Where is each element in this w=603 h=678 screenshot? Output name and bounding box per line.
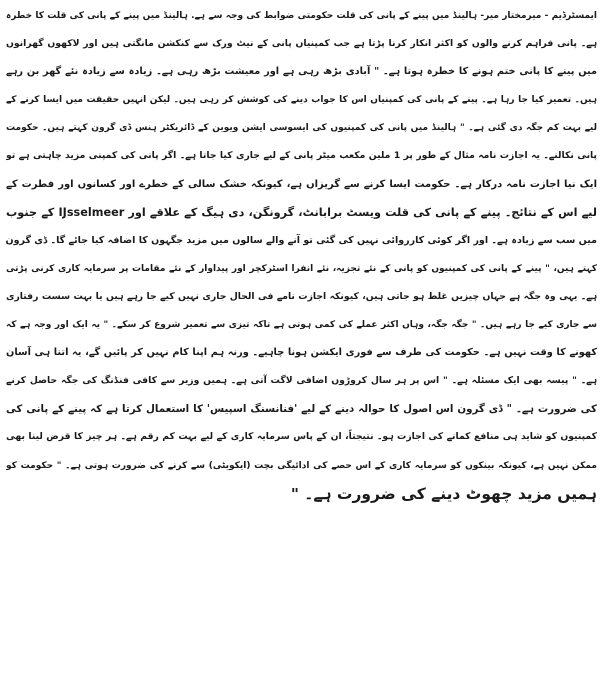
article-line-8: لیے اس کے نتائج۔ پینے کے پانی کی قلت ویسٹ برابانٹ، گرونگن، دی ہیگ کے علاقے اور IJsselmeer کے جنوب <box>6 205 597 219</box>
article-line-14: ہے۔ " پیسہ بھی ایک مسئلہ ہے۔ " اس پر ہر سال کروڑوں اضافی لاگت آتی ہے۔ ہمیں وزیر سے کافی فنڈنگ کی جگہ حاصل کرنے <box>6 375 597 387</box>
article-line-13: کھونے کا وقت نہیں ہے۔ حکومت کی طرف سے فوری ایکشن ہونا چاہیے۔ ورنہ ہم اپنا کام نہیں کر پائیں گے، یہ اتنا ہی آسان <box>6 347 597 359</box>
article-line-7: ایک نیا اجازت نامہ درکار ہے۔ حکومت ایسا کرنے سے گریزاں ہے، کیونکہ خشک سالی کے خطرے اور کسانوں اور فطرت کے <box>6 178 597 190</box>
article-line-11: ہے۔ یہی وہ جگہ ہے جہاں چیزیں غلط ہو جاتی ہیں، کیونکہ اجازت نامے فی الحال جاری نہیں کیے جا رہے ہیں یا بہت سست رفتاری <box>6 290 597 302</box>
article-line-6: پانی نکالنے۔ یہ اجازت نامہ مثال کے طور پر 1 ملین مکعب میٹر پانی کے لیے جاری کیا جاتا ہے۔ اگر پانی کی کمپنی مزید چاہتی ہے تو <box>6 150 597 162</box>
article-line-17: ممکن نہیں ہے، کیونکہ بینکوں کو سرمایہ کاری کے اس حصے کی ادائیگی بچت (ایکویٹی) سے کرنے کی ضرورت ہوتی ہے۔ " حکومت کو <box>6 460 597 471</box>
article-body <box>6 2 597 676</box>
article-line-2: ہے۔ پانی فراہم کرنے والوں کو اکثر انکار کرنا پڑتا ہے جب کمپنیاں پانی کے نیٹ ورک سے کنکشن مانگتی ہیں اور لاکھوں گھرانوں <box>6 38 597 50</box>
article-line-4: ہیں۔ تعمیر کیا جا رہا ہے۔ پینے کے پانی کی کمپنیاں اس کا جواب دینے کی کوشش کر رہی ہیں۔ لیکن انہیں حقیقت میں ایسا کرنے کے <box>6 95 597 106</box>
article-line-9: میں سب سے زیادہ ہے۔ اور اگر کوئی کارروائی نہیں کی گئی تو آنے والے سالوں میں مزید جگہوں کا اضافہ کیا جائے گا۔ ڈی گرون <box>6 234 597 246</box>
article-line-3: میں پینے کا پانی ختم ہونے کا خطرہ ہوتا ہے۔ " آبادی بڑھ رہی ہے اور معیشت بڑھ رہی ہے۔ زیادہ سے زیادہ نئے گھر بن رہے <box>6 66 597 78</box>
article-line-15: کی ضرورت ہے۔ " ڈی گرون اس اصول کا حوالہ دینے کے لیے 'فنانسنگ اسپیس' کا استعمال کرتا ہے کہ پینے کے پانی کی <box>6 403 597 416</box>
article-line-12: سے جاری کیے جا رہے ہیں۔ " جگہ جگہ، وہاں اکثر عملے کی کمی ہوتی ہے تاکہ تیزی سے تعمیر شروع کر سکے۔ " یہ ایک اور وجہ ہے کہ <box>6 320 597 331</box>
article-line-18: ہمیں مزید چھوٹ دینے کی ضرورت ہے۔ " <box>290 484 597 503</box>
article-line-1: ایمسٹرڈیم - میرمختار میر- ہالینڈ میں پینے کے پانی کی قلت حکومتی ضوابط کی وجہ سے ہے. ہالینڈ میں پینے کے پانی کی قلت کا خطرہ <box>6 11 597 21</box>
article-line-10: کہتے ہیں، " پینے کے پانی کی کمپنیوں کو پانی کے نئے تجزیہ، نئے انفرا اسٹرکچر اور پیداوار کے نئے مقامات پر سرمایہ کاری کرنی پڑتی <box>6 263 597 274</box>
article-line-5: لیے بہت کم جگہ دی گئی ہے۔ " ہالینڈ میں پانی کی کمپنیوں کی ایسوسی ایشن ویوین کے ڈائریکٹر ہنس ڈی گرون کہتے ہیں۔ حکومت <box>6 123 597 134</box>
article-line-16: کمپنیوں کو شاید ہی منافع کمانے کی اجازت ہو۔ نتیجتاً، ان کے پاس سرمایہ کاری کے لیے بہت کم رقم ہے۔ ہر چیز کا قرض لینا بھی <box>6 431 597 443</box>
